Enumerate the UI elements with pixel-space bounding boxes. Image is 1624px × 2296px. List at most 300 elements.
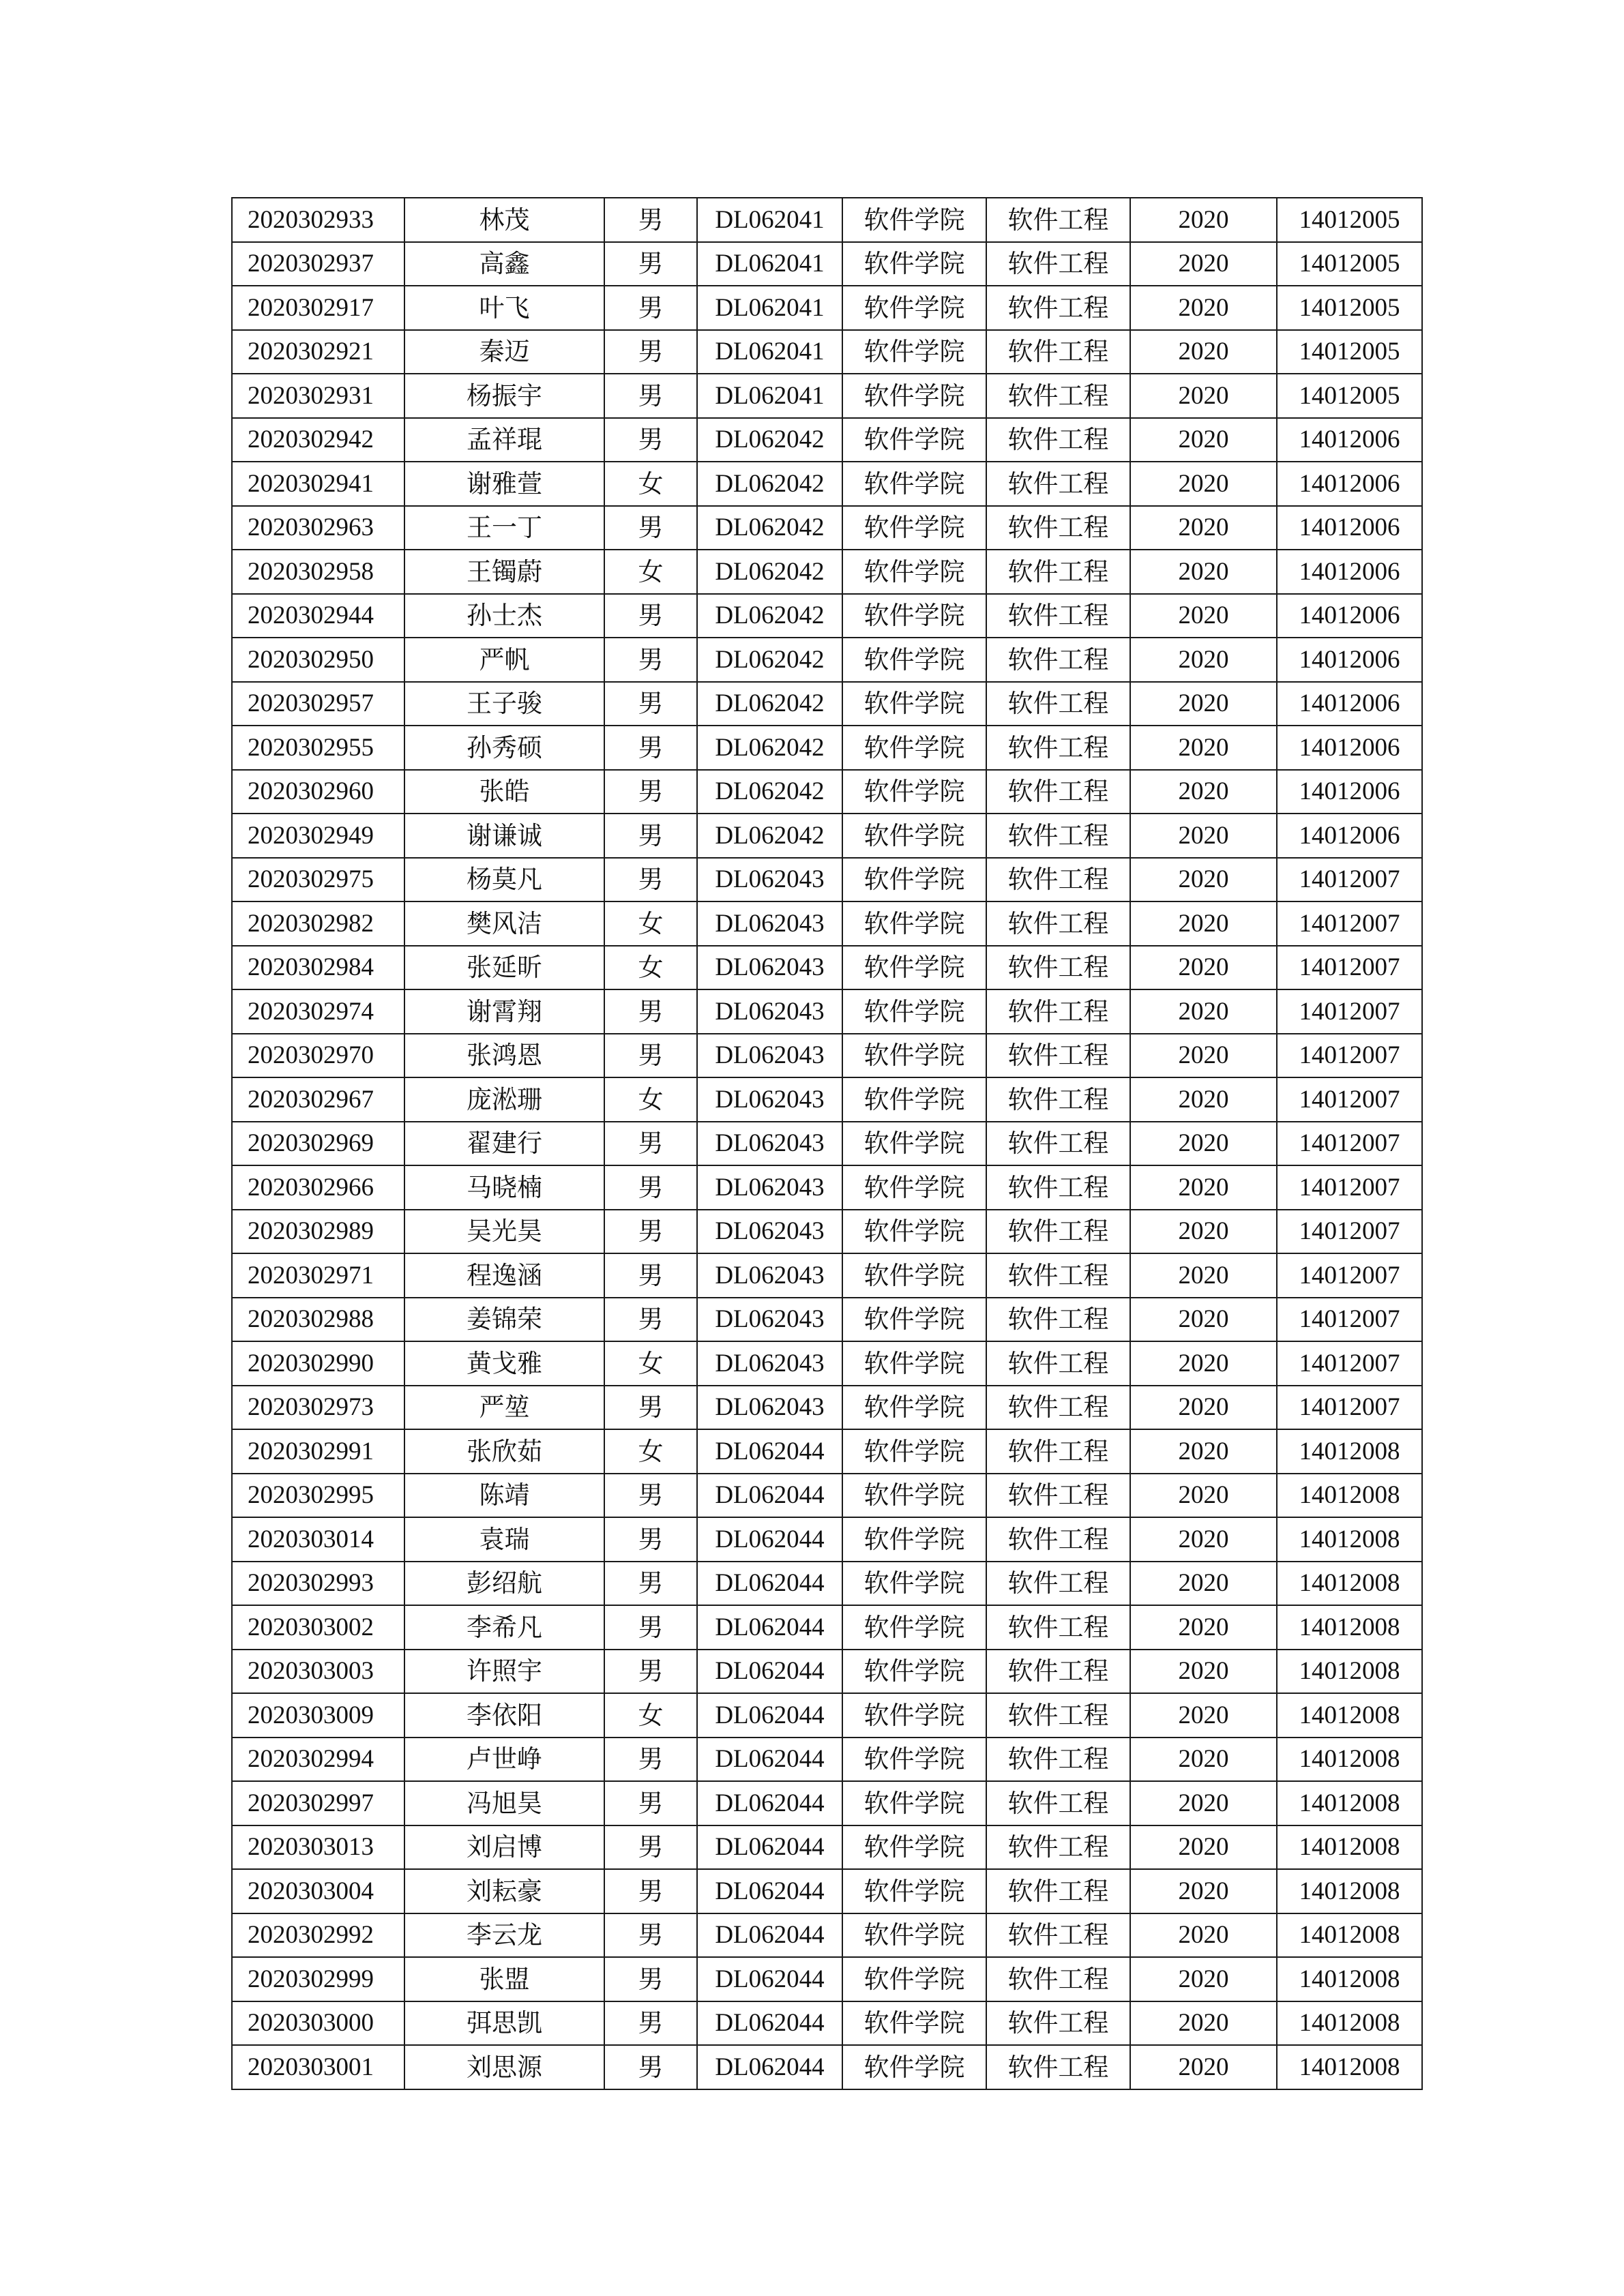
college-cell: 软件学院: [842, 286, 986, 330]
gender-cell: 男: [604, 1957, 697, 2001]
college-cell: 软件学院: [842, 1165, 986, 1210]
class-code-cell: DL062044: [697, 1913, 842, 1958]
year-cell: 2020: [1130, 858, 1277, 902]
class-code-cell: DL062044: [697, 1650, 842, 1694]
name-cell: 孟祥琨: [404, 418, 604, 462]
student-id-cell: 2020302955: [232, 726, 404, 770]
college-cell: 软件学院: [842, 1474, 986, 1518]
gender-cell: 男: [604, 198, 697, 242]
gender-cell: 男: [604, 814, 697, 858]
year-cell: 2020: [1130, 1913, 1277, 1958]
student-id-cell: 2020302988: [232, 1298, 404, 1342]
table-row: [232, 1429, 1422, 1474]
name-cell: 秦迈: [404, 330, 604, 374]
group-code-cell: 14012007: [1277, 1077, 1422, 1122]
table-row: [232, 1253, 1422, 1298]
gender-cell: 男: [604, 330, 697, 374]
year-cell: 2020: [1130, 1034, 1277, 1078]
year-cell: 2020: [1130, 1474, 1277, 1518]
table-row: [232, 682, 1422, 726]
student-id-cell: 2020302969: [232, 1122, 404, 1166]
class-code-cell: DL062041: [697, 198, 842, 242]
group-code-cell: 14012007: [1277, 946, 1422, 990]
table-row: [232, 198, 1422, 242]
gender-cell: 男: [604, 1869, 697, 1913]
gender-cell: 女: [604, 462, 697, 506]
student-id-cell: 2020302941: [232, 462, 404, 506]
year-cell: 2020: [1130, 1825, 1277, 1870]
class-code-cell: DL062044: [697, 1738, 842, 1782]
table-row: [232, 1825, 1422, 1870]
major-cell: 软件工程: [986, 1253, 1130, 1298]
student-id-cell: 2020302994: [232, 1738, 404, 1782]
student-id-cell: 2020302949: [232, 814, 404, 858]
name-cell: 程逸涵: [404, 1253, 604, 1298]
year-cell: 2020: [1130, 1298, 1277, 1342]
student-id-cell: 2020302992: [232, 1913, 404, 1958]
name-cell: 谢霄翔: [404, 989, 604, 1034]
table-row: [232, 2001, 1422, 2046]
name-cell: 刘启博: [404, 1825, 604, 1870]
college-cell: 软件学院: [842, 1517, 986, 1562]
table-row: [232, 1077, 1422, 1122]
name-cell: 冯旭昊: [404, 1781, 604, 1825]
college-cell: 软件学院: [842, 374, 986, 418]
student-id-cell: 2020302999: [232, 1957, 404, 2001]
class-code-cell: DL062043: [697, 1165, 842, 1210]
gender-cell: 男: [604, 286, 697, 330]
gender-cell: 男: [604, 1474, 697, 1518]
gender-cell: 男: [604, 2001, 697, 2046]
class-code-cell: DL062044: [697, 1693, 842, 1738]
major-cell: 软件工程: [986, 638, 1130, 682]
group-code-cell: 14012006: [1277, 814, 1422, 858]
name-cell: 刘思源: [404, 2045, 604, 2089]
name-cell: 叶飞: [404, 286, 604, 330]
gender-cell: 男: [604, 1781, 697, 1825]
gender-cell: 男: [604, 1517, 697, 1562]
table-row: [232, 1562, 1422, 1606]
group-code-cell: 14012005: [1277, 330, 1422, 374]
table-row: [232, 1781, 1422, 1825]
class-code-cell: DL062042: [697, 726, 842, 770]
gender-cell: 女: [604, 901, 697, 946]
table-row: [232, 286, 1422, 330]
gender-cell: 男: [604, 1825, 697, 1870]
major-cell: 软件工程: [986, 1957, 1130, 2001]
name-cell: 陈靖: [404, 1474, 604, 1518]
group-code-cell: 14012007: [1277, 1210, 1422, 1254]
student-id-cell: 2020303001: [232, 2045, 404, 2089]
year-cell: 2020: [1130, 1781, 1277, 1825]
table-row: [232, 901, 1422, 946]
name-cell: 张鸿恩: [404, 1034, 604, 1078]
group-code-cell: 14012005: [1277, 286, 1422, 330]
college-cell: 软件学院: [842, 1913, 986, 1958]
group-code-cell: 14012008: [1277, 1913, 1422, 1958]
group-code-cell: 14012008: [1277, 1693, 1422, 1738]
college-cell: 软件学院: [842, 1562, 986, 1606]
student-id-cell: 2020302991: [232, 1429, 404, 1474]
group-code-cell: 14012007: [1277, 1253, 1422, 1298]
student-id-cell: 2020302993: [232, 1562, 404, 1606]
year-cell: 2020: [1130, 1122, 1277, 1166]
group-code-cell: 14012007: [1277, 1386, 1422, 1430]
student-id-cell: 2020302958: [232, 550, 404, 594]
class-code-cell: DL062043: [697, 1386, 842, 1430]
group-code-cell: 14012007: [1277, 1122, 1422, 1166]
college-cell: 软件学院: [842, 330, 986, 374]
student-id-cell: 2020302921: [232, 330, 404, 374]
year-cell: 2020: [1130, 286, 1277, 330]
student-id-cell: 2020302995: [232, 1474, 404, 1518]
year-cell: 2020: [1130, 2001, 1277, 2046]
class-code-cell: DL062042: [697, 418, 842, 462]
name-cell: 卢世峥: [404, 1738, 604, 1782]
group-code-cell: 14012005: [1277, 242, 1422, 286]
college-cell: 软件学院: [842, 1034, 986, 1078]
major-cell: 软件工程: [986, 1386, 1130, 1430]
college-cell: 软件学院: [842, 198, 986, 242]
class-code-cell: DL062043: [697, 946, 842, 990]
group-code-cell: 14012005: [1277, 374, 1422, 418]
year-cell: 2020: [1130, 330, 1277, 374]
class-code-cell: DL062043: [697, 901, 842, 946]
group-code-cell: 14012008: [1277, 1605, 1422, 1650]
name-cell: 吴光昊: [404, 1210, 604, 1254]
group-code-cell: 14012006: [1277, 462, 1422, 506]
college-cell: 软件学院: [842, 726, 986, 770]
class-code-cell: DL062042: [697, 770, 842, 814]
name-cell: 姜锦荣: [404, 1298, 604, 1342]
year-cell: 2020: [1130, 770, 1277, 814]
table-row: [232, 770, 1422, 814]
table-row: [232, 1474, 1422, 1518]
major-cell: 软件工程: [986, 1122, 1130, 1166]
student-id-cell: 2020302973: [232, 1386, 404, 1430]
class-code-cell: DL062044: [697, 1474, 842, 1518]
group-code-cell: 14012007: [1277, 1165, 1422, 1210]
class-code-cell: DL062041: [697, 286, 842, 330]
major-cell: 软件工程: [986, 286, 1130, 330]
group-code-cell: 14012006: [1277, 726, 1422, 770]
major-cell: 软件工程: [986, 1605, 1130, 1650]
table-row: [232, 1122, 1422, 1166]
table-row: [232, 989, 1422, 1034]
student-id-cell: 2020303002: [232, 1605, 404, 1650]
class-code-cell: DL062044: [697, 1562, 842, 1606]
major-cell: 软件工程: [986, 374, 1130, 418]
student-id-cell: 2020302960: [232, 770, 404, 814]
class-code-cell: DL062043: [697, 1253, 842, 1298]
college-cell: 软件学院: [842, 1693, 986, 1738]
college-cell: 软件学院: [842, 506, 986, 550]
year-cell: 2020: [1130, 1077, 1277, 1122]
gender-cell: 男: [604, 770, 697, 814]
table-row: [232, 550, 1422, 594]
group-code-cell: 14012007: [1277, 901, 1422, 946]
college-cell: 软件学院: [842, 2045, 986, 2089]
college-cell: 软件学院: [842, 1298, 986, 1342]
table-row: [232, 462, 1422, 506]
year-cell: 2020: [1130, 1429, 1277, 1474]
major-cell: 软件工程: [986, 814, 1130, 858]
major-cell: 软件工程: [986, 462, 1130, 506]
gender-cell: 女: [604, 946, 697, 990]
major-cell: 软件工程: [986, 1474, 1130, 1518]
college-cell: 软件学院: [842, 1738, 986, 1782]
major-cell: 软件工程: [986, 1650, 1130, 1694]
name-cell: 谢雅萱: [404, 462, 604, 506]
gender-cell: 男: [604, 418, 697, 462]
student-id-cell: 2020303004: [232, 1869, 404, 1913]
gender-cell: 男: [604, 1034, 697, 1078]
class-code-cell: DL062044: [697, 2001, 842, 2046]
group-code-cell: 14012008: [1277, 1957, 1422, 2001]
name-cell: 马晓楠: [404, 1165, 604, 1210]
major-cell: 软件工程: [986, 418, 1130, 462]
name-cell: 袁瑞: [404, 1517, 604, 1562]
group-code-cell: 14012006: [1277, 638, 1422, 682]
table-row: [232, 506, 1422, 550]
group-code-cell: 14012007: [1277, 989, 1422, 1034]
college-cell: 软件学院: [842, 858, 986, 902]
year-cell: 2020: [1130, 594, 1277, 638]
name-cell: 彭绍航: [404, 1562, 604, 1606]
group-code-cell: 14012008: [1277, 1869, 1422, 1913]
year-cell: 2020: [1130, 1517, 1277, 1562]
name-cell: 杨振宇: [404, 374, 604, 418]
class-code-cell: DL062043: [697, 1210, 842, 1254]
class-code-cell: DL062043: [697, 1034, 842, 1078]
student-id-cell: 2020302950: [232, 638, 404, 682]
year-cell: 2020: [1130, 1957, 1277, 2001]
college-cell: 软件学院: [842, 638, 986, 682]
gender-cell: 男: [604, 1210, 697, 1254]
class-code-cell: DL062044: [697, 2045, 842, 2089]
major-cell: 软件工程: [986, 989, 1130, 1034]
class-code-cell: DL062041: [697, 374, 842, 418]
name-cell: 王一丁: [404, 506, 604, 550]
year-cell: 2020: [1130, 418, 1277, 462]
name-cell: 王子骏: [404, 682, 604, 726]
group-code-cell: 14012007: [1277, 858, 1422, 902]
group-code-cell: 14012006: [1277, 506, 1422, 550]
student-id-cell: 2020303009: [232, 1693, 404, 1738]
student-id-cell: 2020302989: [232, 1210, 404, 1254]
year-cell: 2020: [1130, 1650, 1277, 1694]
gender-cell: 男: [604, 506, 697, 550]
gender-cell: 男: [604, 682, 697, 726]
major-cell: 软件工程: [986, 682, 1130, 726]
college-cell: 软件学院: [842, 1957, 986, 2001]
class-code-cell: DL062042: [697, 462, 842, 506]
class-code-cell: DL062042: [697, 638, 842, 682]
table-row: [232, 2045, 1422, 2089]
student-id-cell: 2020302944: [232, 594, 404, 638]
table-row: [232, 1605, 1422, 1650]
student-id-cell: 2020303013: [232, 1825, 404, 1870]
table-row: [232, 1386, 1422, 1430]
college-cell: 软件学院: [842, 1605, 986, 1650]
group-code-cell: 14012008: [1277, 2045, 1422, 2089]
name-cell: 李希凡: [404, 1605, 604, 1650]
group-code-cell: 14012006: [1277, 418, 1422, 462]
major-cell: 软件工程: [986, 550, 1130, 594]
major-cell: 软件工程: [986, 858, 1130, 902]
table-row: [232, 1341, 1422, 1386]
name-cell: 王镯蔚: [404, 550, 604, 594]
college-cell: 软件学院: [842, 1077, 986, 1122]
name-cell: 孙士杰: [404, 594, 604, 638]
name-cell: 谢谦诚: [404, 814, 604, 858]
year-cell: 2020: [1130, 638, 1277, 682]
class-code-cell: DL062044: [697, 1869, 842, 1913]
class-code-cell: DL062042: [697, 814, 842, 858]
year-cell: 2020: [1130, 374, 1277, 418]
gender-cell: 男: [604, 1298, 697, 1342]
name-cell: 张皓: [404, 770, 604, 814]
document-page: [231, 197, 1423, 2090]
year-cell: 2020: [1130, 550, 1277, 594]
table-row: [232, 1298, 1422, 1342]
class-code-cell: DL062042: [697, 682, 842, 726]
college-cell: 软件学院: [842, 989, 986, 1034]
college-cell: 软件学院: [842, 1386, 986, 1430]
class-code-cell: DL062044: [697, 1429, 842, 1474]
class-code-cell: DL062043: [697, 1122, 842, 1166]
student-id-cell: 2020302937: [232, 242, 404, 286]
major-cell: 软件工程: [986, 1913, 1130, 1958]
gender-cell: 男: [604, 1738, 697, 1782]
college-cell: 软件学院: [842, 242, 986, 286]
name-cell: 樊风洁: [404, 901, 604, 946]
major-cell: 软件工程: [986, 946, 1130, 990]
student-id-cell: 2020302982: [232, 901, 404, 946]
major-cell: 软件工程: [986, 1562, 1130, 1606]
major-cell: 软件工程: [986, 901, 1130, 946]
major-cell: 软件工程: [986, 1429, 1130, 1474]
major-cell: 软件工程: [986, 1693, 1130, 1738]
gender-cell: 女: [604, 550, 697, 594]
year-cell: 2020: [1130, 901, 1277, 946]
name-cell: 林茂: [404, 198, 604, 242]
major-cell: 软件工程: [986, 1210, 1130, 1254]
table-row: [232, 858, 1422, 902]
major-cell: 软件工程: [986, 594, 1130, 638]
class-code-cell: DL062041: [697, 330, 842, 374]
college-cell: 软件学院: [842, 946, 986, 990]
college-cell: 软件学院: [842, 2001, 986, 2046]
table-row: [232, 726, 1422, 770]
group-code-cell: 14012008: [1277, 2001, 1422, 2046]
name-cell: 孙秀硕: [404, 726, 604, 770]
gender-cell: 男: [604, 1605, 697, 1650]
gender-cell: 男: [604, 1253, 697, 1298]
major-cell: 软件工程: [986, 1298, 1130, 1342]
year-cell: 2020: [1130, 242, 1277, 286]
year-cell: 2020: [1130, 1869, 1277, 1913]
table-row: [232, 946, 1422, 990]
year-cell: 2020: [1130, 1605, 1277, 1650]
college-cell: 软件学院: [842, 1650, 986, 1694]
year-cell: 2020: [1130, 989, 1277, 1034]
student-id-cell: 2020302990: [232, 1341, 404, 1386]
class-code-cell: DL062044: [697, 1825, 842, 1870]
gender-cell: 男: [604, 989, 697, 1034]
year-cell: 2020: [1130, 198, 1277, 242]
gender-cell: 男: [604, 726, 697, 770]
table-row: [232, 594, 1422, 638]
class-code-cell: DL062044: [697, 1517, 842, 1562]
class-code-cell: DL062043: [697, 1077, 842, 1122]
table-row: [232, 1913, 1422, 1958]
name-cell: 李云龙: [404, 1913, 604, 1958]
name-cell: 刘耘豪: [404, 1869, 604, 1913]
table-row: [232, 1210, 1422, 1254]
name-cell: 弭思凯: [404, 2001, 604, 2046]
table-row: [232, 330, 1422, 374]
name-cell: 杨莫凡: [404, 858, 604, 902]
table-row: [232, 638, 1422, 682]
name-cell: 翟建行: [404, 1122, 604, 1166]
group-code-cell: 14012008: [1277, 1825, 1422, 1870]
group-code-cell: 14012005: [1277, 198, 1422, 242]
student-id-cell: 2020302984: [232, 946, 404, 990]
student-roster-table: [231, 197, 1423, 2090]
year-cell: 2020: [1130, 1693, 1277, 1738]
class-code-cell: DL062042: [697, 594, 842, 638]
group-code-cell: 14012006: [1277, 770, 1422, 814]
student-id-cell: 2020303003: [232, 1650, 404, 1694]
year-cell: 2020: [1130, 1253, 1277, 1298]
gender-cell: 男: [604, 2045, 697, 2089]
year-cell: 2020: [1130, 1165, 1277, 1210]
gender-cell: 男: [604, 242, 697, 286]
table-row: [232, 374, 1422, 418]
gender-cell: 女: [604, 1693, 697, 1738]
year-cell: 2020: [1130, 1738, 1277, 1782]
student-id-cell: 2020302975: [232, 858, 404, 902]
group-code-cell: 14012008: [1277, 1429, 1422, 1474]
college-cell: 软件学院: [842, 1341, 986, 1386]
table-body: [232, 198, 1422, 2089]
year-cell: 2020: [1130, 682, 1277, 726]
gender-cell: 男: [604, 594, 697, 638]
major-cell: 软件工程: [986, 1825, 1130, 1870]
college-cell: 软件学院: [842, 814, 986, 858]
college-cell: 软件学院: [842, 594, 986, 638]
student-id-cell: 2020302957: [232, 682, 404, 726]
student-id-cell: 2020302966: [232, 1165, 404, 1210]
major-cell: 软件工程: [986, 506, 1130, 550]
class-code-cell: DL062043: [697, 989, 842, 1034]
major-cell: 软件工程: [986, 198, 1130, 242]
college-cell: 软件学院: [842, 1429, 986, 1474]
table-row: [232, 1650, 1422, 1694]
major-cell: 软件工程: [986, 770, 1130, 814]
student-id-cell: 2020302963: [232, 506, 404, 550]
gender-cell: 男: [604, 638, 697, 682]
group-code-cell: 14012008: [1277, 1650, 1422, 1694]
year-cell: 2020: [1130, 1341, 1277, 1386]
group-code-cell: 14012008: [1277, 1738, 1422, 1782]
name-cell: 许照宇: [404, 1650, 604, 1694]
table-row: [232, 814, 1422, 858]
college-cell: 软件学院: [842, 462, 986, 506]
student-id-cell: 2020302917: [232, 286, 404, 330]
class-code-cell: DL062042: [697, 550, 842, 594]
